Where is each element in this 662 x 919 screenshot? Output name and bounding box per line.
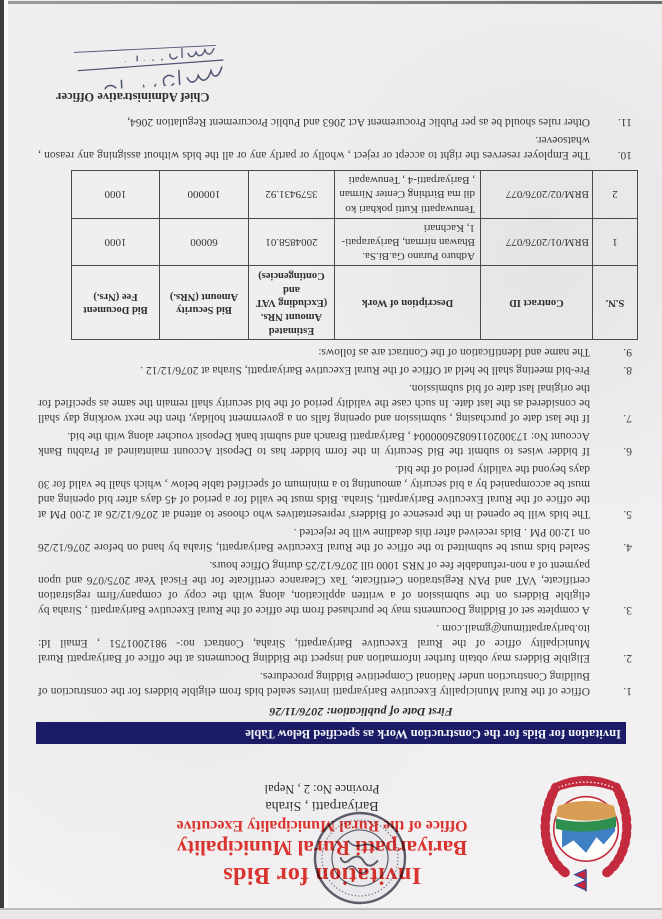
item-number: 3. (623, 603, 632, 616)
table-row (72, 218, 638, 266)
table-header-row (72, 266, 638, 339)
signatory-title: Chief Administrative Officer (56, 89, 210, 104)
item-text: Eligible Bidders may obtain further information and inspect the Bidding Documents at the office of Bariyarpatti Rural Municipality office of the Rural Executive Bariyarpatti, Siraha, Contract no:- 9812001751 , Email Id: ito.bariyarpattimun@gmail.com . (38, 621, 590, 664)
cell-estimated-amount: 2004858.01 (249, 218, 335, 266)
signature-block (56, 45, 662, 104)
municipality-emblem-icon (534, 768, 638, 894)
page-title: Invitation for Bids (222, 862, 422, 888)
list-item (38, 362, 632, 377)
clauses-list-continued (0, 114, 662, 164)
province-line: Province No: 2 , Nepal (264, 782, 380, 797)
col-header-estimated-amount: Estimated Amount NRs. (Excluding VAT and Contingencies) (249, 266, 335, 339)
office-name: Office of the Rural Municipality Executive (176, 816, 468, 834)
cell-sn: 2 (593, 170, 638, 218)
cell-sn: 1 (593, 218, 638, 266)
item-number: 5. (623, 507, 632, 520)
list-item (38, 620, 632, 665)
table-row (72, 170, 638, 218)
item-text: A complete set of Bidding Documents may be purchased from the office of the Rural Executive Bariyarpatti , Siraha by eligible Bidders on the submission of a written application, along with the copy of company/firm registration certificate, VAT and PAN Registration Certificate, Tax Clearance certificate for the Fiscal Year 2075/076 and upon payment of a non-refundable fee of NRS 1000 till 2076/12/25 during Office hours. (38, 558, 590, 616)
item-number: 11. (618, 115, 632, 128)
item-text: The bids will be opened in the presence of Bidders' representatives who choose to attend at 2076/12/26 at 2:00 PM at the office of the Rural Executive Bariyarpatti, Siraha. Bids must be valid for a period of 45 days after bid opening and must be accompanied by a bid security , amounting to a minimum of specified table below , which shall be valid for 30 days beyond the validity period of the bid. (38, 462, 590, 520)
item-number: 10. (617, 148, 632, 161)
cell-bid-security: 100000 (160, 170, 249, 218)
cell-estimated-amount: 3579431.92 (249, 170, 335, 218)
item-number: 8. (623, 363, 632, 376)
cell-contract-id: BRM/01/2076/077 (481, 218, 593, 266)
item-number: 6. (623, 444, 632, 457)
clauses-list (0, 344, 662, 700)
col-header-doc-fee: Bid Document Fee (Nrs.) (72, 266, 160, 339)
cell-description: Tenuwapatti Kutti pokhari ko dil ma Birthing Center Nirman , Bariyarpatti-4 , Tenuwapati (335, 170, 481, 218)
cell-bid-security: 60000 (160, 218, 249, 266)
list-item (38, 132, 632, 162)
item-text: Office of the Rural Municipality Executive Bariyarpatti invites sealed bids from eligible bidders for the construction of Building Construction under National Competitive Bidding procedures. (38, 669, 590, 697)
item-text: Sealed bids must be submitted to the office of the Rural Executive Bariyarpatti, Siraha by hand on before 2076/12/26 on 12:00 PM . Bids received after this deadline will be rejected . (38, 525, 590, 553)
item-number: 9. (623, 345, 632, 358)
municipality-name: Bariyarpatti Rural Municipality (176, 836, 468, 861)
list-item (38, 557, 632, 617)
list-item (38, 344, 632, 359)
col-header-sn: S.N. (593, 266, 638, 339)
list-item (38, 524, 632, 554)
item-text: The Employer reserves the right to accept or reject , wholly or partly any or all the bids without assigning any reason , whatsoever. (38, 133, 590, 161)
notice-banner: Invitation for Bids for the Construction Work as specified Below Table (36, 722, 626, 744)
list-item (38, 461, 632, 521)
publication-date-line: First Date of publication: 2076/11/26 (269, 704, 453, 719)
cell-contract-id: BRM/02/2076/077 (481, 170, 593, 218)
scan-edge-top (0, 1, 662, 4)
list-item (38, 380, 632, 425)
list-item (38, 668, 632, 698)
document-header (0, 748, 662, 910)
item-number: 7. (623, 411, 632, 424)
cell-description: Adhuro Purano Ga.Bi.Sa. Bhawan nirman, Bariyarapati-1, Kachnari (335, 218, 481, 266)
district-line: Bariyarpatti , Siraha (265, 797, 379, 813)
item-text: If the last date of purchasing , submission and opening falls on a government holiday, then the next working day shall be considered as the last date. In such case the validity period of the bid security shall remain the same as specified for the original last date of bid submission. (38, 381, 590, 424)
item-number: 2. (623, 651, 632, 664)
cell-doc-fee: 1000 (72, 218, 160, 266)
contracts-table (71, 170, 638, 340)
list-item (38, 428, 632, 458)
item-text: The name and Identification of the Contract are as follows: (318, 345, 590, 358)
cell-doc-fee: 1000 (72, 170, 160, 218)
scan-edge-left (0, 0, 10, 910)
item-number: 1. (623, 684, 632, 697)
col-header-contract-id: Contract ID (481, 266, 593, 339)
item-text: Pre-bid meeting shall be held at Office of the Rural Executive Bariyarpatti, Siraha at 2076/12/12 . (140, 363, 590, 376)
list-item (38, 114, 632, 129)
item-text: Other rules should be as per Public Procurement Act 2063 and Public Procurement Regulation 2064, (127, 115, 590, 128)
item-number: 4. (623, 540, 632, 553)
col-header-description: Description of Work (335, 266, 481, 339)
item-text: If bidder wises to submit the Bid Security in the form bidder has to Deposit Account maintained at Prabhu Bank Account No: 17300201160826000004 , Bariyarpatti Branch and submit bank Deposit voucher along with the bid. (38, 429, 590, 457)
col-header-bid-security: Bid Security Amount (NRs.) (160, 266, 249, 339)
